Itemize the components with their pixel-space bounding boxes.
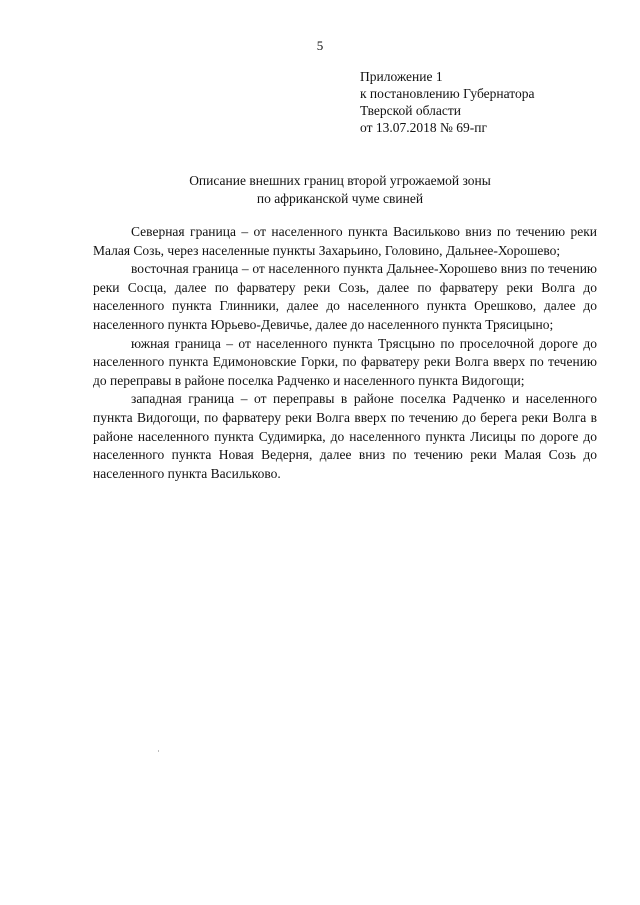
title-line: по африканской чуме свиней	[256, 191, 424, 206]
page-number: 5	[316, 38, 324, 53]
appendix-line: от 13.07.2018 № 69-пг	[360, 120, 487, 135]
appendix-line: Приложение 1	[360, 69, 443, 84]
title-line: Описание внешних границ второй угрожаемой зоны	[189, 173, 491, 188]
appendix-header	[360, 68, 534, 136]
document-title	[0, 172, 640, 208]
paragraph-west-border: западная граница – от переправы в районе поселка Радченко и населенного пункта Видогощи, по фарватеру реки Волга вверх по течению до берега реки Волга в районе населенного пункта Судимирка, до населенного пункта Лисицы по дороге до населенного пункта Новая Ведерня, далее вниз по течению реки Малая Созь до населенного пункта Васильково.	[93, 391, 597, 481]
appendix-line: Тверской области	[360, 103, 461, 118]
scan-speck	[158, 750, 159, 752]
appendix-line: к постановлению Губернатора	[360, 86, 535, 101]
document-body	[93, 223, 597, 483]
paragraph-east-border: восточная граница – от населенного пункта Дальнее-Хорошево вниз по течению реки Сосца, далее по фарватеру реки Созь, далее по фарватеру реки Волга до населенного пункта Глинники, далее до населенного пункта Орешково, далее до населенного пункта Юрьево-Девичье, далее до населенного пункта Трясицыно;	[93, 261, 597, 332]
paragraph-north-border: Северная граница – от населенного пункта Васильково вниз по течению реки Малая Созь, через населенные пункты Захарьино, Головино, Дальнее-Хорошево;	[93, 224, 597, 258]
paragraph-south-border: южная граница – от населенного пункта Трясцыно по проселочной дороге до населенного пункта Едимоновские Горки, по фарватеру реки Волга вверх по течению до переправы в районе поселка Радченко и населенного пункта Видогощи;	[93, 335, 597, 388]
